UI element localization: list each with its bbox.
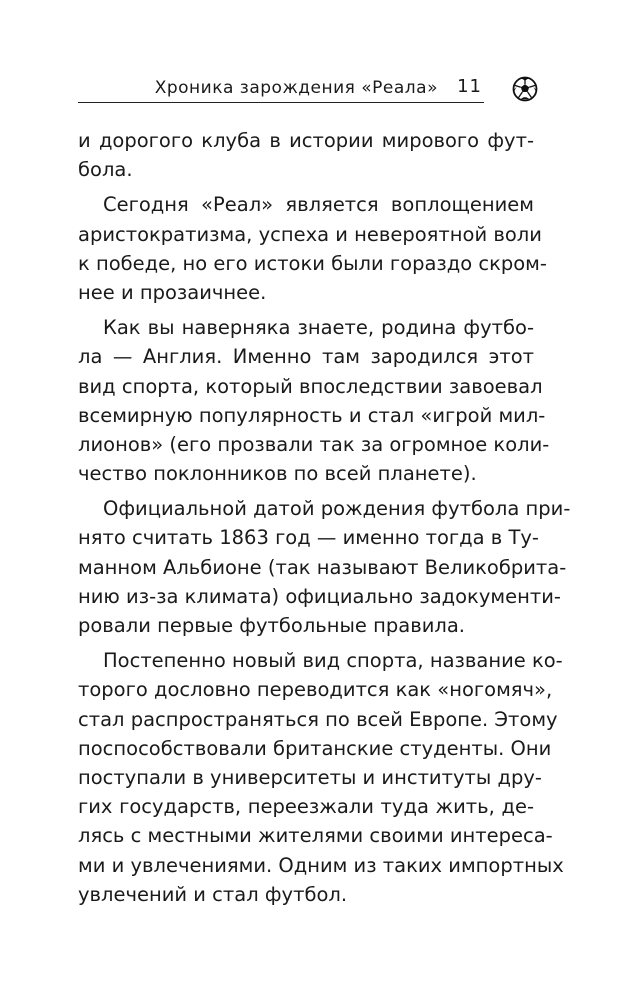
text-line: нято считать 1863 год — именно тогда в Ту-: [78, 526, 539, 550]
text-line: гих государств, переезжали туда жить, де-: [78, 795, 534, 819]
text-line: всемирную популярность и стал «игрой мил-: [78, 403, 546, 427]
text-line: Сегодня «Реал» является воплощением: [103, 193, 534, 217]
text-line: нию из-за климата) официально задокументи-: [78, 584, 561, 608]
text-line: манном Альбионе (так называют Великобрита-: [78, 555, 567, 579]
text-line: торого дословно переводится как «ногомяч»,: [78, 678, 553, 702]
running-title: Хроника зарождения «Реала»: [154, 78, 438, 98]
text-line: и дорогого клуба в истории мирового фут-: [78, 129, 534, 152]
soccer-ball-icon: [512, 76, 538, 102]
text-line: лионов» (его прозвали так за огромное коли-: [78, 432, 550, 456]
text-line: стал распространяться по всей Европе. Этому: [78, 707, 558, 731]
paragraph-1: [78, 126, 534, 184]
text-line: поступали в университеты и институты дру-: [78, 765, 542, 789]
text-line: Постепенно новый вид спорта, название ко-: [103, 649, 563, 673]
text-line: бола.: [78, 158, 133, 182]
header-rule: [78, 102, 484, 103]
paragraph-4: [78, 494, 571, 640]
text-line: ла — Англия. Именно там зародился этот: [78, 345, 534, 369]
page-number: 11: [457, 76, 482, 97]
paragraph-2: [78, 190, 547, 307]
text-line: ми и увлечениями. Одним из таких импортных: [78, 853, 564, 877]
text-line: поспособствовали британские студенты. Они: [78, 736, 552, 760]
running-head: [78, 76, 538, 104]
text-body: [78, 126, 571, 909]
text-line: аристократизма, успеха и невероятной воли: [78, 222, 542, 246]
text-line: вид спорта, который впоследствии завоевал: [78, 374, 543, 398]
text-line: чество поклонников по всей планете).: [78, 462, 477, 486]
text-line: Как вы наверняка знаете, родина футбо-: [103, 316, 534, 340]
text-line: ровали первые футбольные правила.: [78, 614, 465, 637]
text-line: лясь с местными жителями своими интереса-: [78, 824, 553, 848]
text-line: нее и прозаичнее.: [78, 280, 267, 304]
text-line: Официальной датой рождения футбола при-: [103, 497, 571, 521]
text-line: к победе, но его истоки были гораздо скром-: [78, 251, 547, 275]
paragraph-5: [78, 646, 564, 909]
paragraph-3: [78, 313, 550, 488]
text-line: увлечений и стал футбол.: [78, 882, 348, 906]
